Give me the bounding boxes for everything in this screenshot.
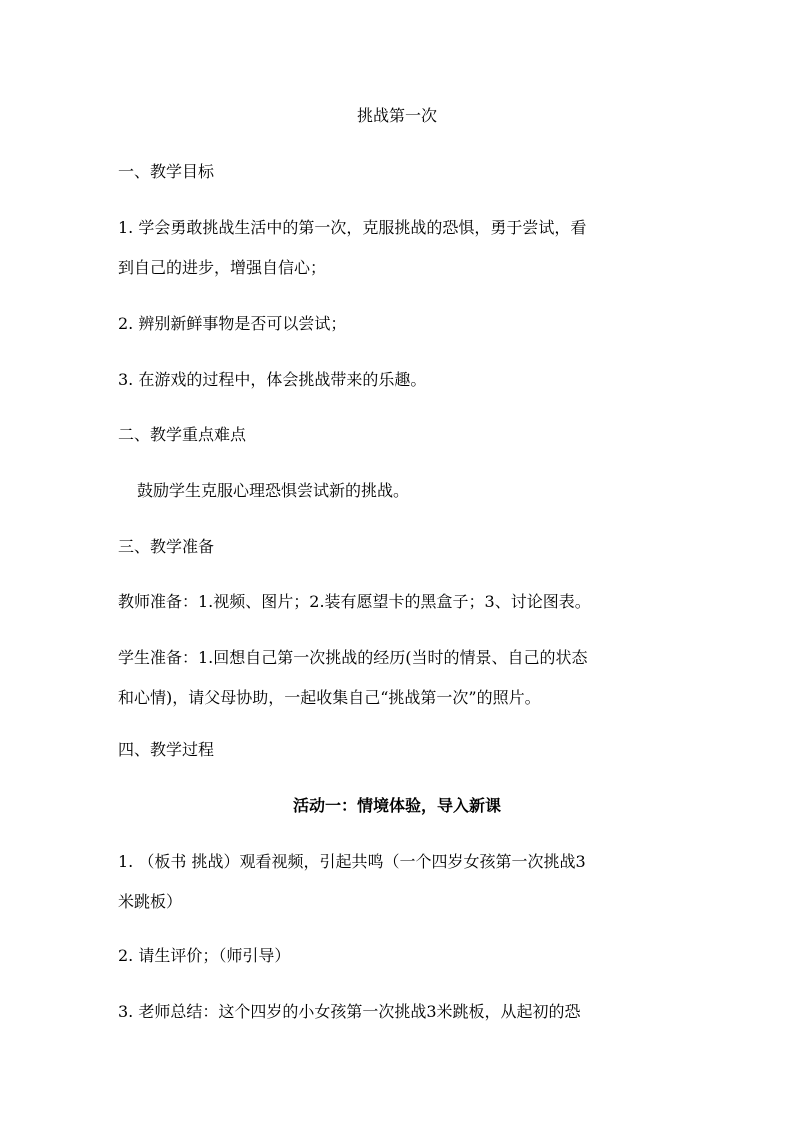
goal-1-line-2: 到自己的进步，增强自信心； (118, 258, 327, 277)
student-preparation-line-2: 和心情)，请父母协助，一起收集自己“挑战第一次”的照片。 (118, 688, 541, 707)
key-point-text: 鼓励学生克服心理恐惧尝试新的挑战。 (137, 481, 410, 500)
section-heading-preparation: 三、教学准备 (118, 537, 215, 556)
section-heading-process: 四、教学过程 (118, 740, 215, 759)
step-3-line-1: 3. 老师总结：这个四岁的小女孩第一次挑战3米跳板，从起初的恐 (118, 1002, 581, 1021)
student-preparation-line-1: 学生准备：1.回想自己第一次挑战的经历(当时的情景、自己的状态 (118, 648, 588, 667)
goal-1-line-1: 1. 学会勇敢挑战生活中的第一次，克服挑战的恐惧，勇于尝试，看 (118, 218, 587, 237)
section-heading-goals: 一、教学目标 (118, 162, 215, 181)
step-1-line-2: 米跳板） (118, 892, 183, 911)
goal-2: 2. 辨别新鲜事物是否可以尝试； (118, 314, 347, 333)
step-1-line-1: 1. （板书 挑战）观看视频，引起共鸣（一个四岁女孩第一次挑战3 (118, 852, 586, 871)
teacher-preparation: 教师准备：1.视频、图片；2.装有愿望卡的黑盒子；3、讨论图表。 (118, 592, 591, 611)
document-title: 挑战第一次 (356, 106, 437, 125)
section-heading-key-points: 二、教学重点难点 (118, 425, 247, 444)
activity-1-title: 活动一：情境体验，导入新课 (292, 796, 501, 815)
goal-3: 3. 在游戏的过程中，体会挑战带来的乐趣。 (118, 370, 427, 389)
step-2: 2. 请生评价；（师引导） (118, 946, 291, 965)
